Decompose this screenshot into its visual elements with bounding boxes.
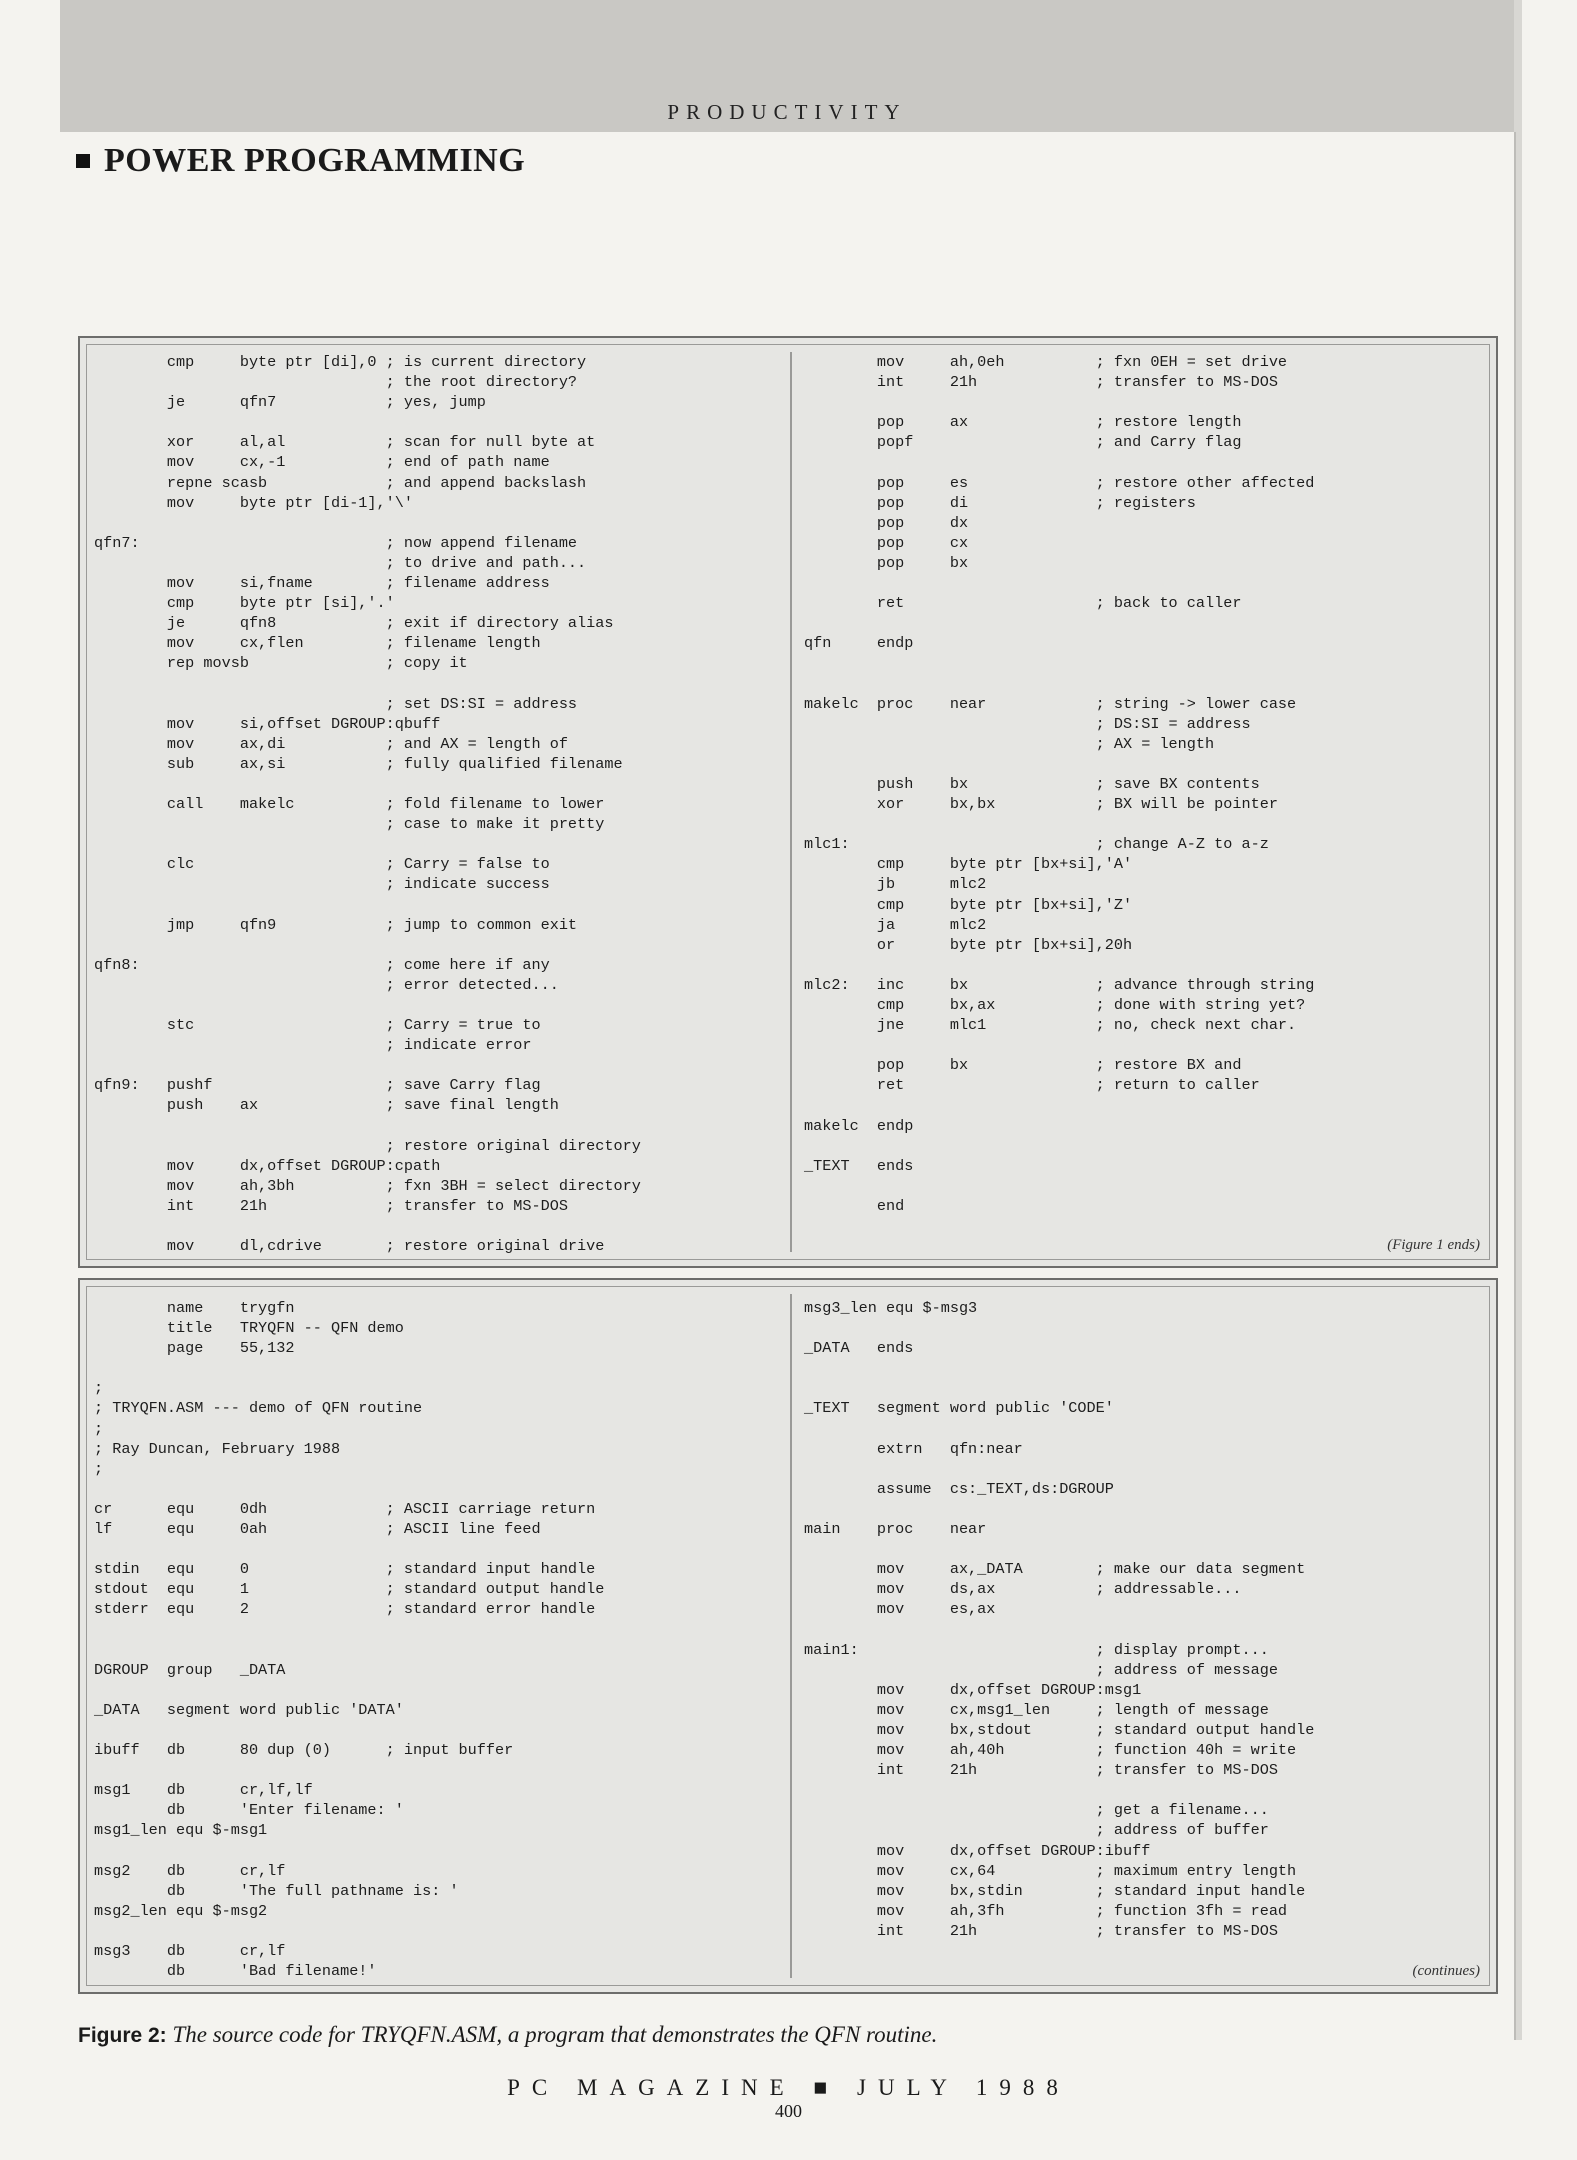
figure1-left-code: cmp byte ptr [di],0 ; is current directory ; the root directory? je qfn7 ; yes, jump xor al,al ; scan for null byte at mov cx,-1 ; end of path name repne scasb ; and append backslash mov byte ptr [di-1],'\' qfn7: ; now append filename ; to drive and path... mov si,fname ; filename address cmp byte ptr [si],'.' je qfn8 ; exit if directory alias mov cx,flen ; filename length rep movsb ; copy it ; set DS:SI = address mov si,offset DGROUP:qbuff mov ax,di ; and AX = length of sub ax,si ; fully qualified filename call makelc ; fold filename to lower ; case to make it pretty clc ; Carry = false to ; indicate success jmp qfn9 ; jump to common exit qfn8: ; come here if any ; error detected... stc ; Carry = true to ; indicate error qfn9: pushf ; save Carry flag push ax ; save final length ; restore original directory mov dx,offset DGROUP:cpath mov ah,3bh ; fxn 3BH = select directory int 21h ; transfer to MS-DOS mov dl,cdrive ; restore original drive — [94, 353, 641, 1256]
figure2-right-code: msg3_len equ $-msg3 _DATA ends _TEXT segment word public 'CODE' extrn qfn:near assume cs:_TEXT,ds:DGROUP main proc near mov ax,_DATA ; make our data segment mov ds,ax ; addressable... mov es,ax main1: ; display prompt... ; address of message mov dx,offset DGROUP:msg1 mov cx,msg1_len ; length of message mov bx,stdout ; standard output handle mov ah,40h ; function 40h = write int 21h ; transfer to MS-DOS ; get a filename... ; address of buffer mov dx,offset DGROUP:ibuff mov cx,64 ; maximum entry length mov bx,stdin ; standard input handle mov ah,3fh ; function 3fh = read int 21h ; transfer to MS-DOS — [804, 1299, 1315, 1940]
caption-label: Figure 2: — [78, 2024, 167, 2047]
section-title — [76, 142, 525, 180]
figure1-column-divider — [790, 352, 792, 1252]
section-label: PRODUCTIVITY — [667, 100, 907, 124]
figure2-left-code: name trygfn title TRYQFN -- QFN demo page 55,132 ; ; TRYQFN.ASM --- demo of QFN routine ; ; Ray Duncan, February 1988 ; cr equ 0dh ; ASCII carriage return lf equ 0ah ; ASCII line feed stdin equ 0 ; standard input handle stdout equ 1 ; standard output handle stderr equ 2 ; standard error handle DGROUP group _DATA _DATA segment word public 'DATA' ibuff db 80 dup (0) ; input buffer msg1 db cr,lf,lf db 'Enter filename: ' msg1_len equ $-msg1 msg2 db cr,lf db 'The full pathname is: ' msg2_len equ $-msg2 msg3 db cr,lf db 'Bad filename!' — [94, 1299, 605, 1981]
figure2-code-box — [78, 1278, 1498, 1994]
figure2-continues-note: (continues) — [1412, 1963, 1480, 1979]
footer-page-number: 400 — [775, 2101, 802, 2121]
figure-caption — [78, 2022, 937, 2048]
figure1-code-box — [78, 336, 1498, 1268]
section-title-text: POWER PROGRAMMING — [104, 142, 526, 179]
figure1-right-code: mov ah,0eh ; fxn 0EH = set drive int 21h ; transfer to MS-DOS pop ax ; restore length popf ; and Carry flag pop es ; restore other affected pop di ; registers pop dx pop cx pop bx ret ; back to caller qfn endp makelc proc near ; string -> lower case ; DS:SI = address ; AX = length push bx ; save BX contents xor bx,bx ; BX will be pointer mlc1: ; change A-Z to a-z cmp byte ptr [bx+si],'A' jb mlc2 cmp byte ptr [bx+si],'Z' ja mlc2 or byte ptr [bx+si],20h mlc2: inc bx ; advance through string cmp bx,ax ; done with string yet? jne mlc1 ; no, check next char. pop bx ; restore BX and ret ; return to caller makelc endp _TEXT ends end — [804, 353, 1315, 1215]
footer-magazine: PC MAGAZINE ■ JULY 1988 — [507, 2075, 1070, 2100]
figure1-end-note: (Figure 1 ends) — [1387, 1237, 1480, 1253]
figure2-column-divider — [790, 1294, 792, 1978]
page-edge-line — [1514, 132, 1516, 2040]
caption-text: The source code for TRYQFN.ASM, a program that demonstrates the QFN routine. — [172, 2022, 938, 2047]
square-bullet-icon — [76, 154, 90, 168]
